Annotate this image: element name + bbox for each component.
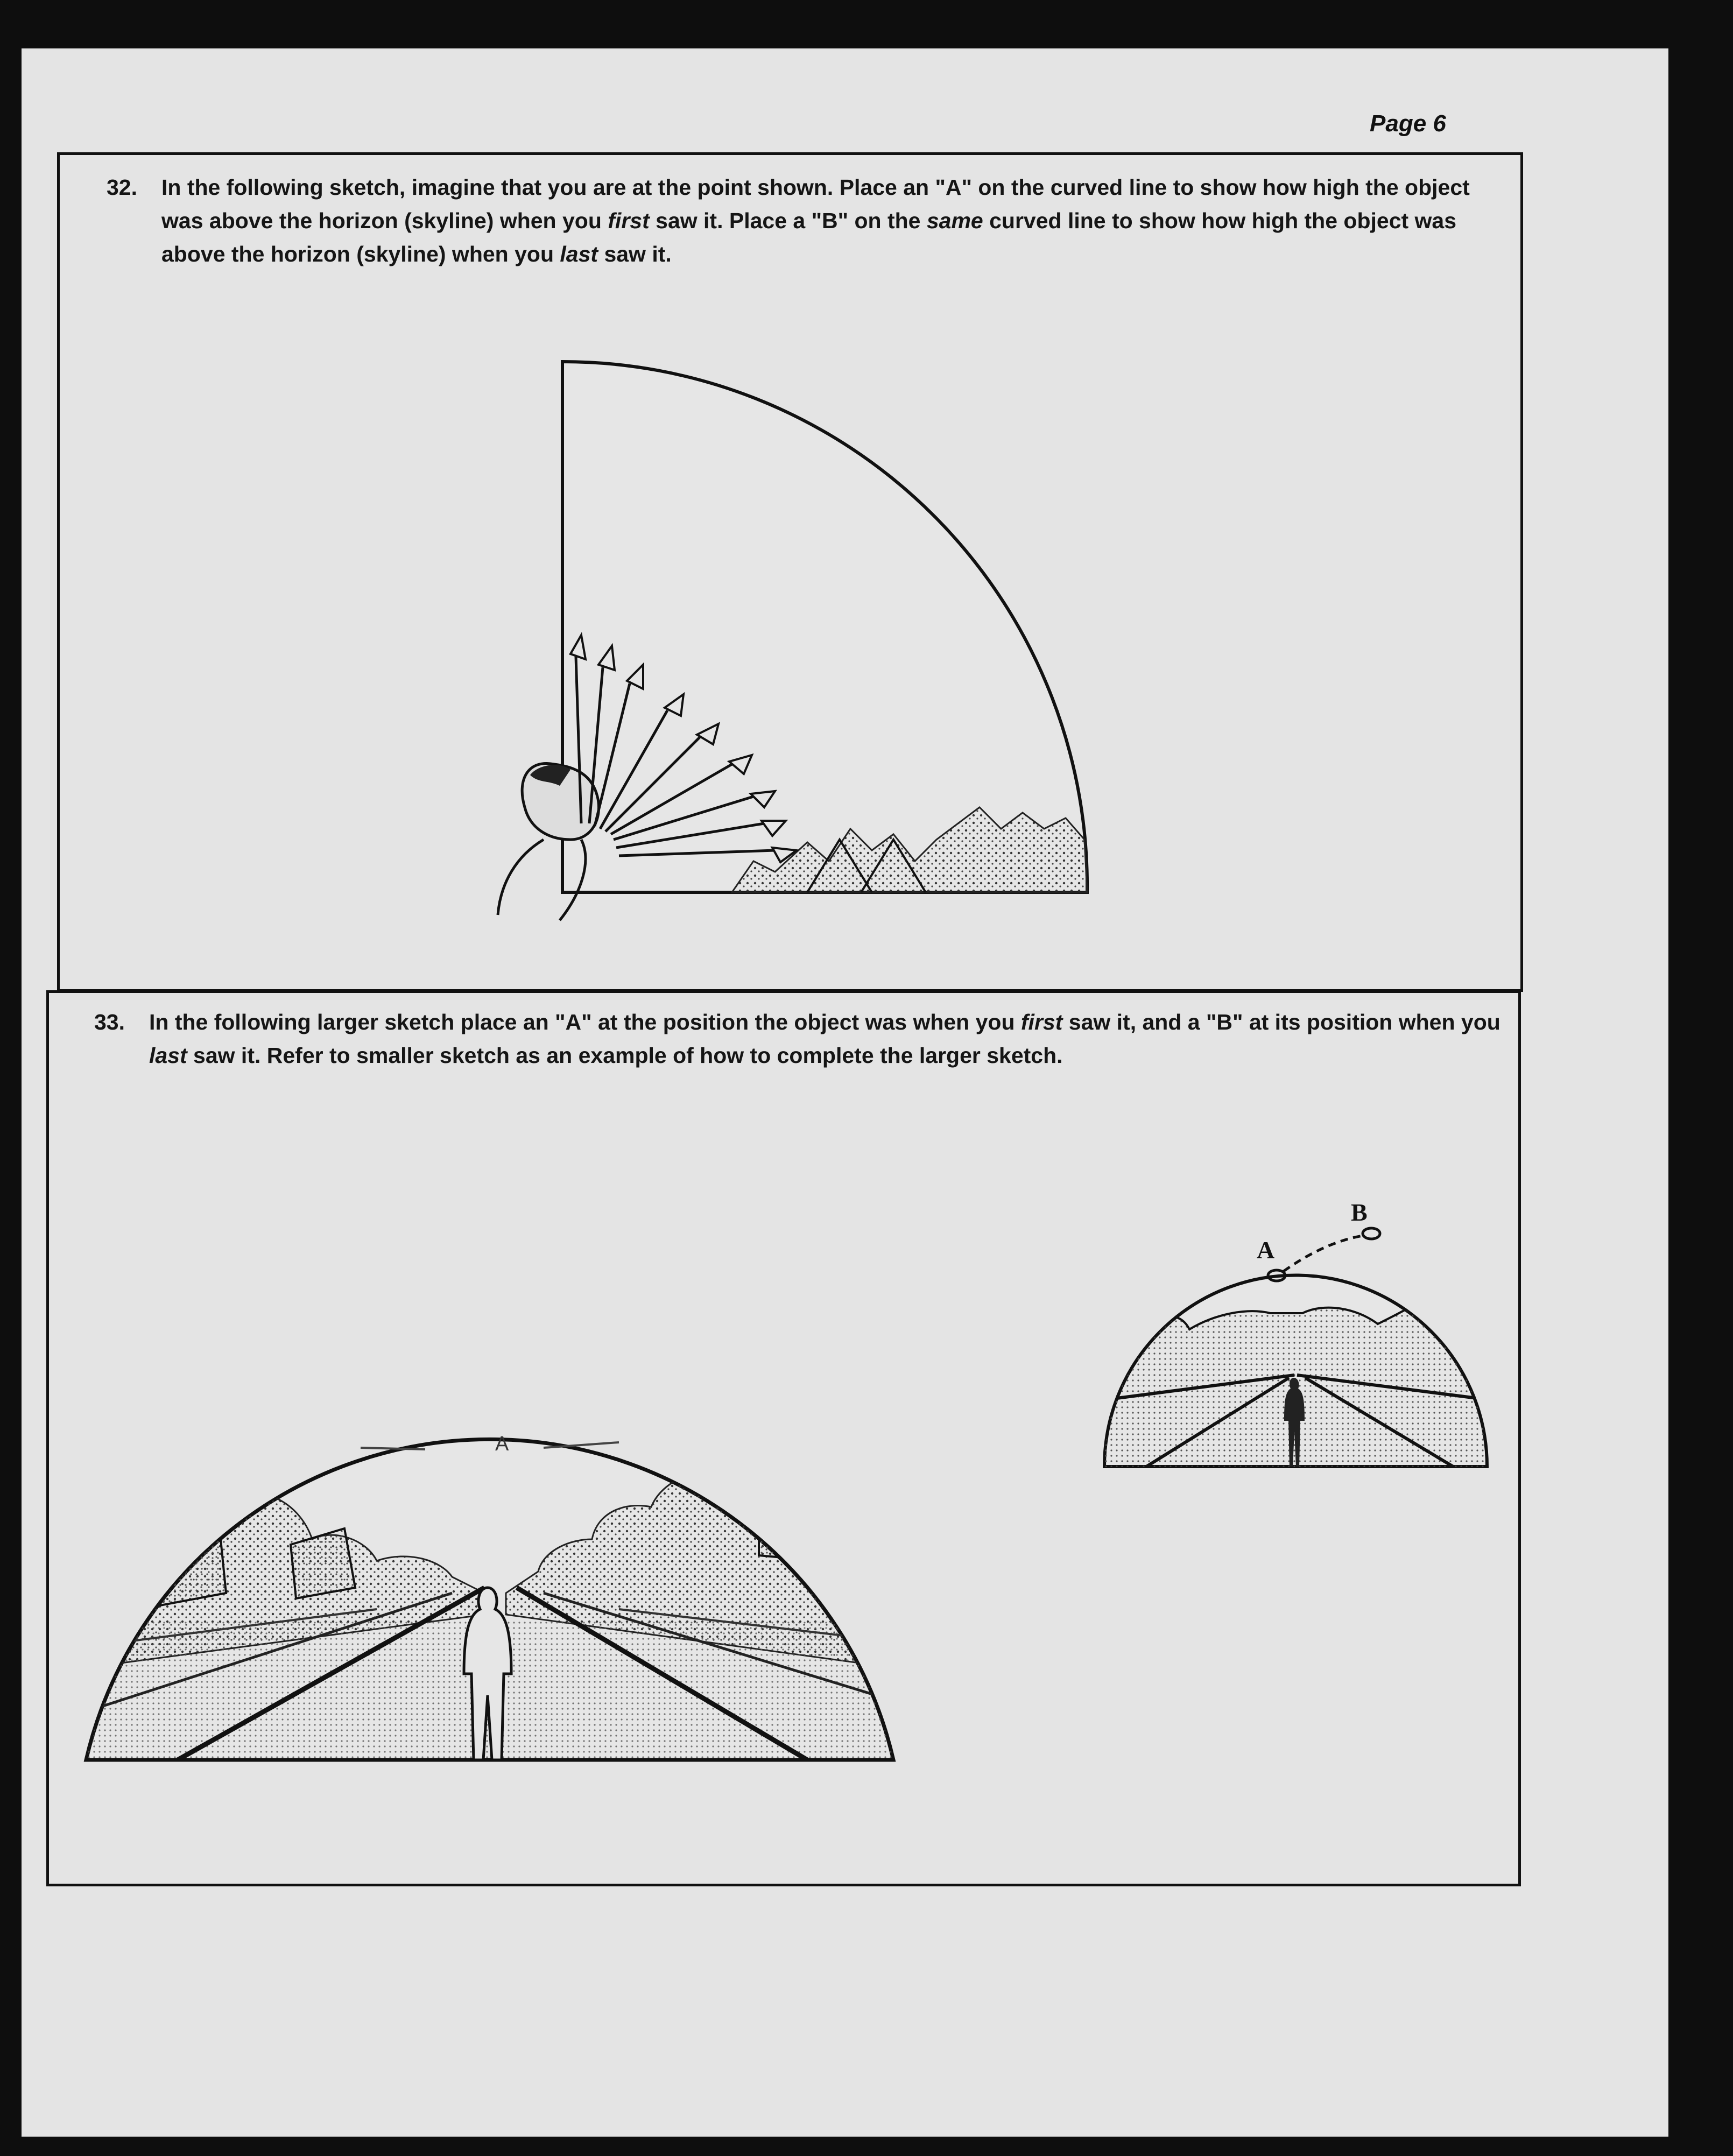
page-number: Page 6 — [1370, 110, 1446, 137]
object-b-icon — [1363, 1228, 1380, 1239]
observer-figure — [498, 763, 599, 920]
large-road-sketch — [81, 1398, 899, 1760]
trajectory-dashed-line — [1284, 1236, 1363, 1271]
elevation-arc — [562, 362, 1087, 892]
small-example-sketch — [1103, 1199, 1491, 1469]
question-33-text: In the following larger sketch place an "A" at the position the object was when you first saw it, and a "B" at its position when you last saw it. Refer to smaller sketch as an example of how to complete the larger sketch. — [149, 1010, 1500, 1068]
question-33-number: 33. — [94, 1010, 125, 1034]
right-house — [759, 1475, 818, 1561]
question-32-text: In the following sketch, imagine that you are at the point shown. Place an "A" on the curved line to show how high the object was above the horizon (skyline) when you first saw it. Place a "B" on the same curved line to show how high the object was above the horizon (skyline) when you last saw it. — [161, 175, 1470, 266]
quarter-circle-sketch — [498, 362, 1087, 920]
handwritten-a-mark: A — [495, 1433, 509, 1455]
example-label-a: A — [1257, 1236, 1275, 1264]
question-32-number: 32. — [107, 175, 137, 200]
example-label-b: B — [1351, 1199, 1368, 1226]
